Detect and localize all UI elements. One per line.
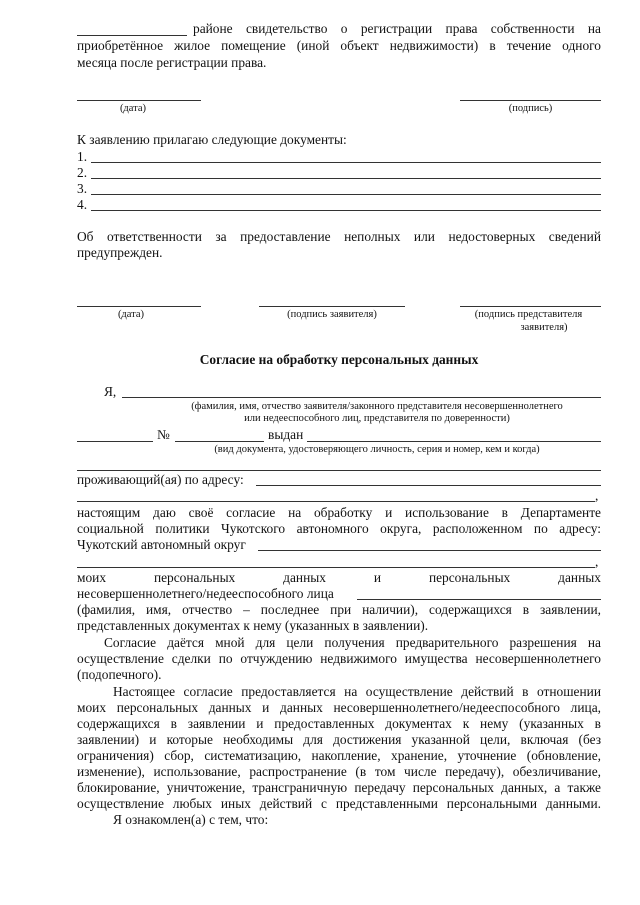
department-address-line-1 — [258, 550, 601, 551]
representative-signature-label-1: (подпись представителя — [474, 309, 583, 320]
responsibility-line-2: предупрежден. — [77, 245, 163, 260]
consent-p2-line-3: (подопечного). — [77, 667, 162, 682]
ya-label: Я, — [104, 384, 117, 399]
word-moikh: моих — [77, 570, 107, 585]
consent-p3-line-5: ограничения) сбор, систематизацию, накопление, хранение, уточнение (обновление, — [77, 748, 601, 763]
number-sign: № — [157, 427, 170, 442]
issued-by-line — [307, 441, 601, 442]
consent-p3-line-3: содержащихся в заявлении и предоставленных документах к нему (указанных в — [77, 716, 601, 731]
address-line-2 — [77, 501, 595, 502]
representative-signature-label-2: заявителя) — [520, 322, 568, 333]
fio-hint-2: или недееспособного лиц, представителя по доверенности) — [244, 413, 510, 424]
word-personal-2: персональных — [428, 570, 511, 585]
attachments-intro: К заявлению прилагаю следующие документы: — [77, 132, 347, 147]
doc-hint: (вид документа, удостоверяющего личность, серия и номер, кем и когда) — [214, 444, 540, 455]
signature-label-1: (подпись) — [508, 103, 553, 114]
department-address-comma: , — [595, 554, 599, 569]
word-data-2: данных — [558, 570, 601, 585]
fio-hint-1: (фамилия, имя, отчество заявителя/законного представителя несовершеннолетнего — [191, 401, 563, 412]
attachment-line-1 — [91, 162, 601, 163]
word-personal-1: персональных — [153, 570, 236, 585]
consent-p1-line-7: представленных документах к нему (указанных в заявлении). — [77, 618, 429, 633]
signature-line-1 — [460, 100, 601, 101]
consent-p3-line-2: моих персональных данных и данных несовершеннолетнего/недееспособного лица, — [77, 700, 601, 715]
attachment-line-3 — [91, 194, 601, 195]
consent-p2-line-2: осуществление сделки по отчуждению недвижимого имущества несовершеннолетнего — [77, 651, 601, 666]
attachment-number-1: 1. — [77, 149, 88, 164]
attachment-line-2 — [91, 178, 601, 179]
address-comma: , — [595, 488, 599, 503]
address-line-1 — [256, 485, 601, 486]
department-address-line-2 — [77, 567, 595, 568]
representative-signature-line — [460, 306, 601, 307]
attachment-number-4: 4. — [77, 197, 88, 212]
doc-type-line — [77, 441, 153, 442]
responsibility-line-1: Об ответственности за предоставление неполных или недостоверных сведений — [77, 229, 601, 244]
fio-line — [122, 397, 601, 398]
consent-p1-line-5: несовершеннолетнего/недееспособного лица — [77, 586, 334, 601]
consent-p4: Я ознакомлен(а) с тем, что: — [113, 812, 269, 827]
date-line-2 — [77, 306, 201, 307]
consent-p1-line-4 — [77, 570, 601, 586]
district-blank-line — [77, 35, 187, 36]
word-data-1: данных — [283, 570, 326, 585]
consent-p2-line-1: Согласие даётся мной для цели получения предварительного разрешения на — [104, 635, 601, 650]
top-line-3: месяца после регистрации права. — [77, 55, 267, 70]
applicant-signature-label: (подпись заявителя) — [287, 309, 377, 320]
date-label-1: (дата) — [119, 103, 147, 114]
date-line-1 — [77, 100, 201, 101]
date-label-2: (дата) — [117, 309, 145, 320]
consent-p3-line-8: осуществление любых иных действий с представленными персональными данными. — [77, 796, 601, 811]
applicant-signature-line — [259, 306, 405, 307]
consent-p3-line-6: изменение), использование, распространение (в том числе передачу), обезличивание, — [77, 764, 601, 779]
attachment-number-3: 3. — [77, 181, 88, 196]
consent-p1-line-6: (фамилия, имя, отчество – последнее при наличии), содержащихся в заявлении, — [77, 602, 601, 617]
issued-label: выдан — [268, 427, 304, 442]
consent-p3-line-7: блокирование, уничтожение, трансграничную передачу персональных данных, а также — [77, 780, 601, 795]
consent-p1-line-3: Чукотский автономный округ — [77, 537, 246, 552]
doc-number-line — [175, 441, 264, 442]
consent-p1-line-1: настоящим даю своё согласие на обработку и использование в Департаменте — [77, 505, 601, 520]
consent-p1-line-2: социальной политики Чукотского автономного округа, расположенном по адресу: — [77, 521, 601, 536]
residing-label: проживающий(ая) по адресу: — [77, 472, 244, 487]
consent-p3-line-4: заявлении) и которые необходимы для достижения указанной цели, включая (без — [77, 732, 601, 747]
word-and: и — [373, 570, 382, 585]
top-line-2: приобретённое жилое помещение (иной объект недвижимости) в течение одного — [77, 38, 601, 53]
consent-title: Согласие на обработку персональных данных — [199, 352, 479, 367]
top-line-1: районе свидетельство о регистрации права собственности на — [193, 21, 601, 36]
doc-continuation-line — [77, 470, 601, 471]
attachment-line-4 — [91, 210, 601, 211]
attachment-number-2: 2. — [77, 165, 88, 180]
minor-name-line — [357, 599, 601, 600]
consent-p3-line-1: Настоящее согласие предоставляется на осуществление действий в отношении — [113, 684, 601, 699]
